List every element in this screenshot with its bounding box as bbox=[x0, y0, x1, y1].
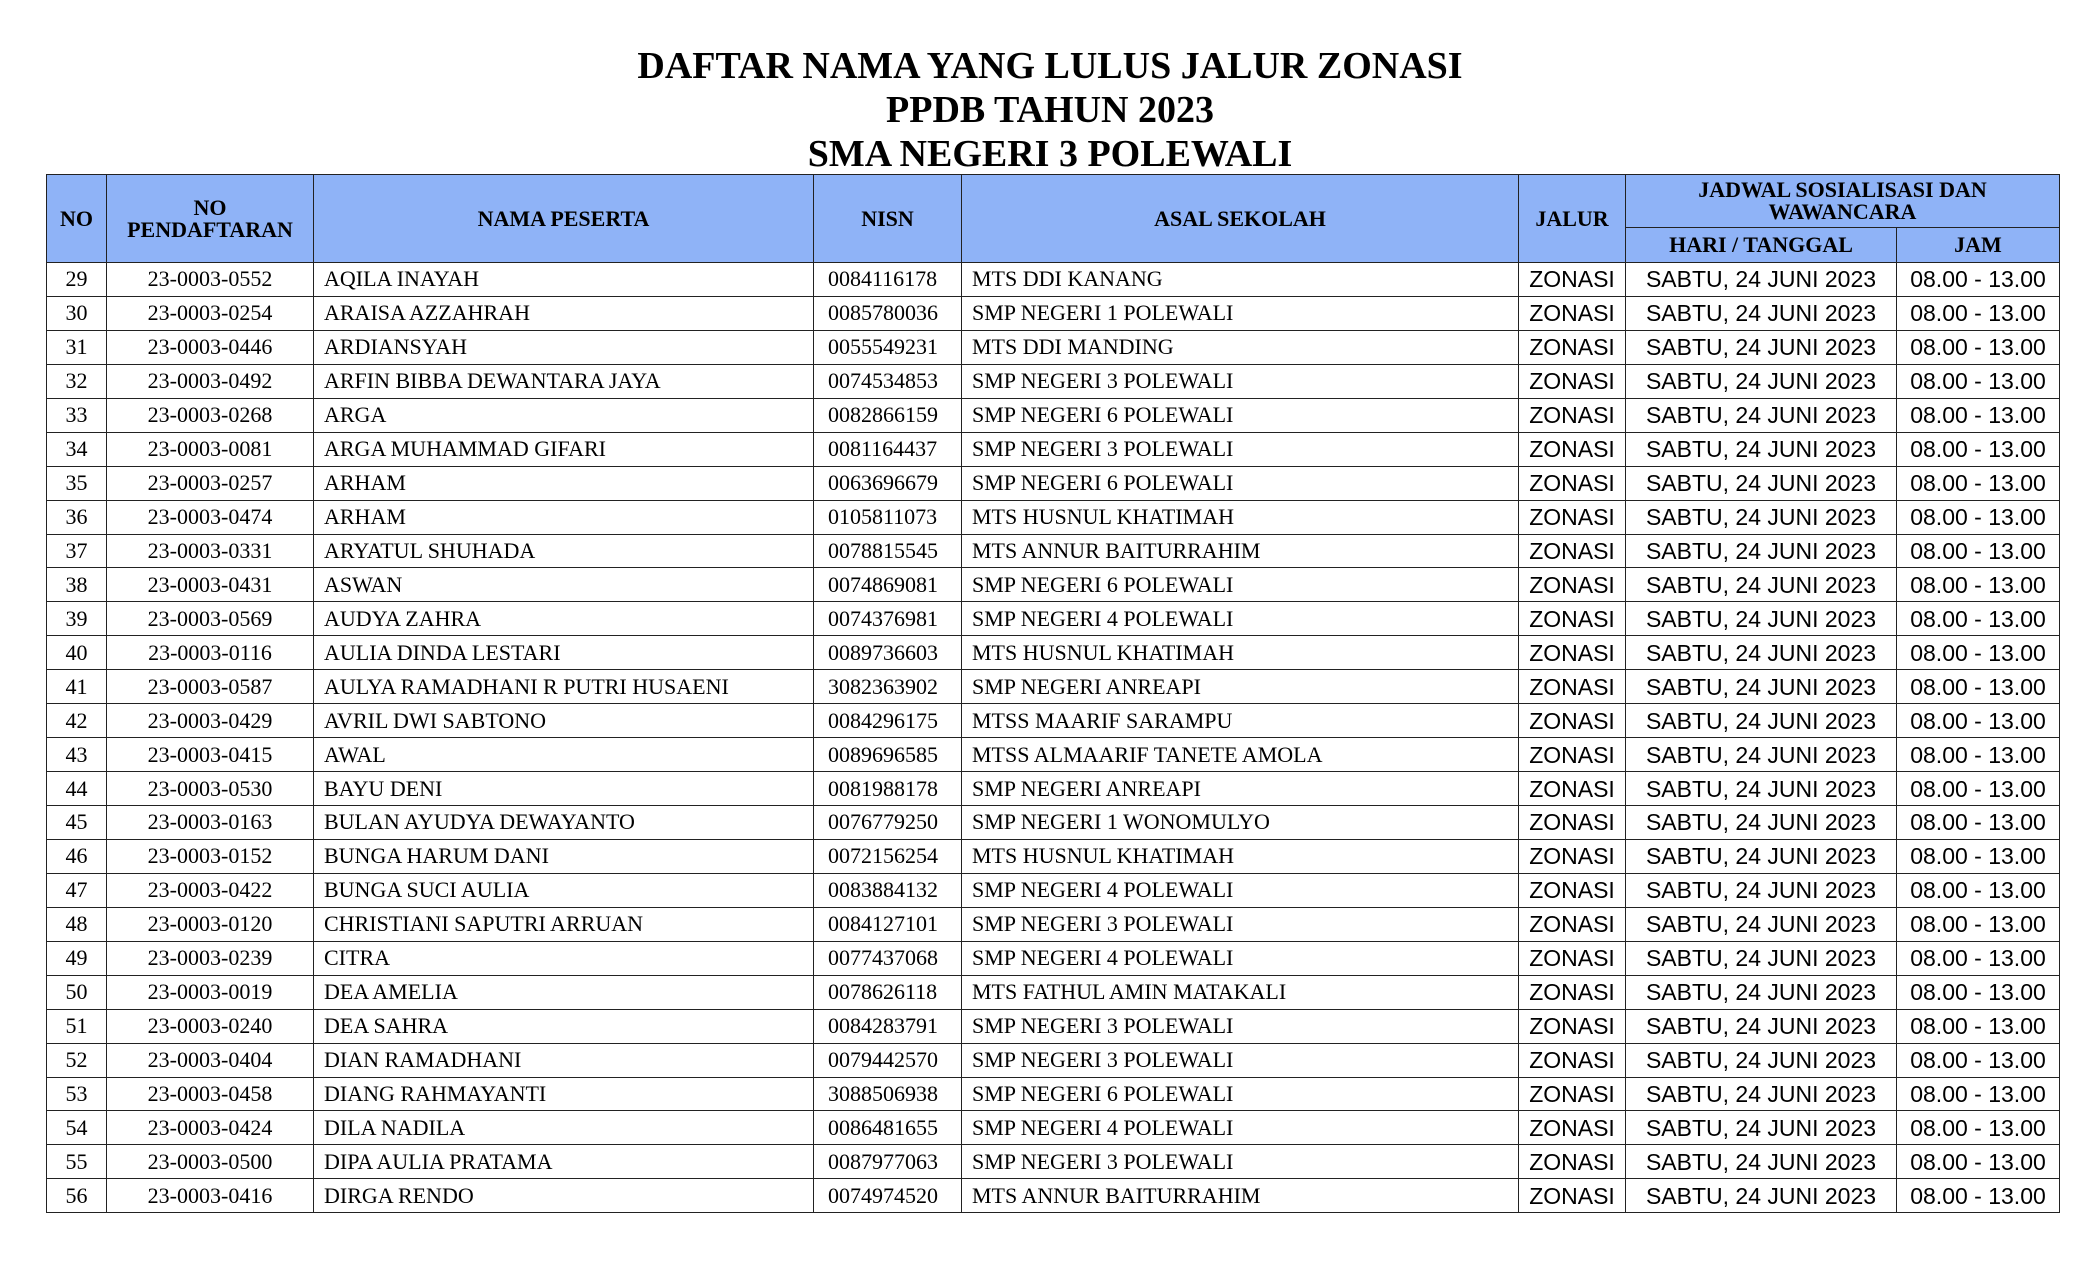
cell-registration-number: 23-0003-0331 bbox=[107, 534, 314, 568]
header-registration-line-1: NO bbox=[193, 194, 227, 220]
cell-jalur: ZONASI bbox=[1519, 941, 1626, 975]
cell-nisn: 0074869081 bbox=[814, 568, 962, 602]
cell-registration-number: 23-0003-0152 bbox=[107, 839, 314, 873]
table-row bbox=[47, 296, 2060, 330]
cell-participant-name: DIAN RAMADHANI bbox=[314, 1043, 814, 1077]
cell-origin-school: SMP NEGERI 3 POLEWALI bbox=[962, 907, 1519, 941]
cell-origin-school: SMP NEGERI 1 POLEWALI bbox=[962, 296, 1519, 330]
header-no: NO bbox=[47, 175, 107, 263]
table-row bbox=[47, 1043, 2060, 1077]
table-row bbox=[47, 1077, 2060, 1111]
cell-registration-number: 23-0003-0458 bbox=[107, 1077, 314, 1111]
cell-time: 08.00 - 13.00 bbox=[1897, 738, 2060, 772]
cell-origin-school: MTSS MAARIF SARAMPU bbox=[962, 704, 1519, 738]
cell-participant-name: ARFIN BIBBA DEWANTARA JAYA bbox=[314, 364, 814, 398]
table-row bbox=[47, 330, 2060, 364]
title-line-2: PPDB TAHUN 2023 bbox=[886, 89, 1214, 131]
cell-origin-school: SMP NEGERI 6 POLEWALI bbox=[962, 466, 1519, 500]
cell-no: 33 bbox=[47, 398, 107, 432]
cell-jalur: ZONASI bbox=[1519, 772, 1626, 806]
cell-registration-number: 23-0003-0492 bbox=[107, 364, 314, 398]
cell-no: 36 bbox=[47, 500, 107, 534]
header-schedule: JADWAL SOSIALISASI DAN WAWANCARA bbox=[1626, 175, 2060, 228]
cell-day-date: SABTU, 24 JUNI 2023 bbox=[1626, 432, 1897, 466]
cell-nisn: 0089736603 bbox=[814, 636, 962, 670]
cell-registration-number: 23-0003-0474 bbox=[107, 500, 314, 534]
table-row bbox=[47, 1111, 2060, 1145]
cell-nisn: 0078815545 bbox=[814, 534, 962, 568]
cell-time: 08.00 - 13.00 bbox=[1897, 670, 2060, 704]
cell-registration-number: 23-0003-0116 bbox=[107, 636, 314, 670]
cell-day-date: SABTU, 24 JUNI 2023 bbox=[1626, 907, 1897, 941]
participants-table bbox=[46, 174, 2060, 1213]
cell-no: 37 bbox=[47, 534, 107, 568]
cell-registration-number: 23-0003-0552 bbox=[107, 263, 314, 297]
cell-registration-number: 23-0003-0239 bbox=[107, 941, 314, 975]
cell-registration-number: 23-0003-0569 bbox=[107, 602, 314, 636]
cell-registration-number: 23-0003-0587 bbox=[107, 670, 314, 704]
cell-time: 08.00 - 13.00 bbox=[1897, 704, 2060, 738]
header-registration-line-2: PENDAFTARAN bbox=[127, 216, 293, 242]
cell-day-date: SABTU, 24 JUNI 2023 bbox=[1626, 738, 1897, 772]
cell-jalur: ZONASI bbox=[1519, 296, 1626, 330]
cell-time: 08.00 - 13.00 bbox=[1897, 296, 2060, 330]
cell-no: 30 bbox=[47, 296, 107, 330]
cell-registration-number: 23-0003-0416 bbox=[107, 1179, 314, 1213]
table-row bbox=[47, 466, 2060, 500]
cell-time: 08.00 - 13.00 bbox=[1897, 466, 2060, 500]
cell-day-date: SABTU, 24 JUNI 2023 bbox=[1626, 1043, 1897, 1077]
cell-nisn: 0077437068 bbox=[814, 941, 962, 975]
cell-jalur: ZONASI bbox=[1519, 670, 1626, 704]
cell-nisn: 0074534853 bbox=[814, 364, 962, 398]
cell-registration-number: 23-0003-0163 bbox=[107, 806, 314, 840]
cell-nisn: 0084283791 bbox=[814, 1009, 962, 1043]
cell-day-date: SABTU, 24 JUNI 2023 bbox=[1626, 602, 1897, 636]
cell-registration-number: 23-0003-0446 bbox=[107, 330, 314, 364]
cell-jalur: ZONASI bbox=[1519, 873, 1626, 907]
cell-jalur: ZONASI bbox=[1519, 466, 1626, 500]
cell-registration-number: 23-0003-0404 bbox=[107, 1043, 314, 1077]
cell-participant-name: DILA NADILA bbox=[314, 1111, 814, 1145]
cell-origin-school: SMP NEGERI 6 POLEWALI bbox=[962, 398, 1519, 432]
cell-day-date: SABTU, 24 JUNI 2023 bbox=[1626, 1111, 1897, 1145]
cell-no: 39 bbox=[47, 602, 107, 636]
cell-participant-name: AVRIL DWI SABTONO bbox=[314, 704, 814, 738]
cell-registration-number: 23-0003-0429 bbox=[107, 704, 314, 738]
cell-participant-name: ARHAM bbox=[314, 466, 814, 500]
cell-day-date: SABTU, 24 JUNI 2023 bbox=[1626, 772, 1897, 806]
cell-time: 08.00 - 13.00 bbox=[1897, 330, 2060, 364]
cell-participant-name: ARYATUL SHUHADA bbox=[314, 534, 814, 568]
cell-origin-school: SMP NEGERI 6 POLEWALI bbox=[962, 1077, 1519, 1111]
cell-origin-school: MTS HUSNUL KHATIMAH bbox=[962, 500, 1519, 534]
header-participant-name: NAMA PESERTA bbox=[314, 175, 814, 263]
table-row bbox=[47, 636, 2060, 670]
cell-registration-number: 23-0003-0530 bbox=[107, 772, 314, 806]
cell-nisn: 0074974520 bbox=[814, 1179, 962, 1213]
cell-jalur: ZONASI bbox=[1519, 500, 1626, 534]
cell-participant-name: AULYA RAMADHANI R PUTRI HUSAENI bbox=[314, 670, 814, 704]
cell-registration-number: 23-0003-0500 bbox=[107, 1145, 314, 1179]
cell-time: 08.00 - 13.00 bbox=[1897, 873, 2060, 907]
cell-time: 08.00 - 13.00 bbox=[1897, 534, 2060, 568]
cell-origin-school: SMP NEGERI 3 POLEWALI bbox=[962, 364, 1519, 398]
cell-day-date: SABTU, 24 JUNI 2023 bbox=[1626, 670, 1897, 704]
cell-origin-school: SMP NEGERI 4 POLEWALI bbox=[962, 873, 1519, 907]
cell-registration-number: 23-0003-0431 bbox=[107, 568, 314, 602]
table-row bbox=[47, 941, 2060, 975]
table-row bbox=[47, 602, 2060, 636]
cell-time: 08.00 - 13.00 bbox=[1897, 1077, 2060, 1111]
cell-participant-name: ARGA bbox=[314, 398, 814, 432]
cell-no: 47 bbox=[47, 873, 107, 907]
document-title bbox=[0, 44, 2100, 176]
cell-no: 31 bbox=[47, 330, 107, 364]
table-row bbox=[47, 568, 2060, 602]
cell-participant-name: CHRISTIANI SAPUTRI ARRUAN bbox=[314, 907, 814, 941]
cell-no: 56 bbox=[47, 1179, 107, 1213]
table-row bbox=[47, 263, 2060, 297]
table-row bbox=[47, 534, 2060, 568]
cell-jalur: ZONASI bbox=[1519, 636, 1626, 670]
cell-day-date: SABTU, 24 JUNI 2023 bbox=[1626, 1009, 1897, 1043]
table-row bbox=[47, 806, 2060, 840]
table-row bbox=[47, 500, 2060, 534]
cell-registration-number: 23-0003-0415 bbox=[107, 738, 314, 772]
header-nisn: NISN bbox=[814, 175, 962, 263]
cell-no: 29 bbox=[47, 263, 107, 297]
cell-no: 34 bbox=[47, 432, 107, 466]
cell-jalur: ZONASI bbox=[1519, 263, 1626, 297]
cell-no: 41 bbox=[47, 670, 107, 704]
cell-participant-name: ARAISA AZZAHRAH bbox=[314, 296, 814, 330]
table-row bbox=[47, 670, 2060, 704]
cell-jalur: ZONASI bbox=[1519, 568, 1626, 602]
cell-time: 08.00 - 13.00 bbox=[1897, 636, 2060, 670]
cell-nisn: 0072156254 bbox=[814, 839, 962, 873]
cell-participant-name: DEA AMELIA bbox=[314, 975, 814, 1009]
cell-no: 50 bbox=[47, 975, 107, 1009]
cell-no: 49 bbox=[47, 941, 107, 975]
cell-jalur: ZONASI bbox=[1519, 330, 1626, 364]
cell-origin-school: SMP NEGERI 3 POLEWALI bbox=[962, 1009, 1519, 1043]
cell-registration-number: 23-0003-0081 bbox=[107, 432, 314, 466]
cell-nisn: 0078626118 bbox=[814, 975, 962, 1009]
cell-time: 08.00 - 13.00 bbox=[1897, 432, 2060, 466]
cell-day-date: SABTU, 24 JUNI 2023 bbox=[1626, 704, 1897, 738]
cell-day-date: SABTU, 24 JUNI 2023 bbox=[1626, 975, 1897, 1009]
table-row bbox=[47, 704, 2060, 738]
cell-no: 35 bbox=[47, 466, 107, 500]
cell-participant-name: BULAN AYUDYA DEWAYANTO bbox=[314, 806, 814, 840]
cell-day-date: SABTU, 24 JUNI 2023 bbox=[1626, 568, 1897, 602]
cell-origin-school: SMP NEGERI 3 POLEWALI bbox=[962, 1043, 1519, 1077]
header-origin-school: ASAL SEKOLAH bbox=[962, 175, 1519, 263]
table-row bbox=[47, 772, 2060, 806]
title-line-3: SMA NEGERI 3 POLEWALI bbox=[807, 133, 1293, 175]
cell-nisn: 0084296175 bbox=[814, 704, 962, 738]
cell-day-date: SABTU, 24 JUNI 2023 bbox=[1626, 500, 1897, 534]
cell-participant-name: BUNGA SUCI AULIA bbox=[314, 873, 814, 907]
cell-participant-name: DIPA AULIA PRATAMA bbox=[314, 1145, 814, 1179]
cell-jalur: ZONASI bbox=[1519, 1009, 1626, 1043]
cell-origin-school: MTS DDI KANANG bbox=[962, 263, 1519, 297]
cell-no: 32 bbox=[47, 364, 107, 398]
cell-origin-school: MTS HUSNUL KHATIMAH bbox=[962, 636, 1519, 670]
cell-origin-school: SMP NEGERI 4 POLEWALI bbox=[962, 602, 1519, 636]
cell-no: 46 bbox=[47, 839, 107, 873]
cell-nisn: 0105811073 bbox=[814, 500, 962, 534]
cell-participant-name: ASWAN bbox=[314, 568, 814, 602]
cell-no: 52 bbox=[47, 1043, 107, 1077]
cell-time: 08.00 - 13.00 bbox=[1897, 907, 2060, 941]
cell-registration-number: 23-0003-0257 bbox=[107, 466, 314, 500]
cell-no: 43 bbox=[47, 738, 107, 772]
cell-jalur: ZONASI bbox=[1519, 364, 1626, 398]
cell-jalur: ZONASI bbox=[1519, 907, 1626, 941]
cell-time: 08.00 - 13.00 bbox=[1897, 364, 2060, 398]
cell-day-date: SABTU, 24 JUNI 2023 bbox=[1626, 534, 1897, 568]
cell-day-date: SABTU, 24 JUNI 2023 bbox=[1626, 806, 1897, 840]
table-row bbox=[47, 839, 2060, 873]
table-row bbox=[47, 907, 2060, 941]
cell-jalur: ZONASI bbox=[1519, 1145, 1626, 1179]
cell-no: 45 bbox=[47, 806, 107, 840]
cell-time: 08.00 - 13.00 bbox=[1897, 1043, 2060, 1077]
cell-day-date: SABTU, 24 JUNI 2023 bbox=[1626, 1145, 1897, 1179]
cell-registration-number: 23-0003-0254 bbox=[107, 296, 314, 330]
cell-nisn: 0089696585 bbox=[814, 738, 962, 772]
cell-nisn: 0074376981 bbox=[814, 602, 962, 636]
cell-origin-school: SMP NEGERI 4 POLEWALI bbox=[962, 1111, 1519, 1145]
header-day-date: HARI / TANGGAL bbox=[1626, 228, 1897, 263]
cell-jalur: ZONASI bbox=[1519, 1179, 1626, 1213]
cell-time: 08.00 - 13.00 bbox=[1897, 1009, 2060, 1043]
cell-jalur: ZONASI bbox=[1519, 1043, 1626, 1077]
table-row bbox=[47, 975, 2060, 1009]
cell-nisn: 0082866159 bbox=[814, 398, 962, 432]
cell-registration-number: 23-0003-0268 bbox=[107, 398, 314, 432]
table-row bbox=[47, 1145, 2060, 1179]
cell-day-date: SABTU, 24 JUNI 2023 bbox=[1626, 263, 1897, 297]
cell-day-date: SABTU, 24 JUNI 2023 bbox=[1626, 398, 1897, 432]
cell-no: 40 bbox=[47, 636, 107, 670]
cell-nisn: 0084116178 bbox=[814, 263, 962, 297]
cell-jalur: ZONASI bbox=[1519, 806, 1626, 840]
cell-nisn: 0055549231 bbox=[814, 330, 962, 364]
cell-nisn: 0084127101 bbox=[814, 907, 962, 941]
cell-jalur: ZONASI bbox=[1519, 704, 1626, 738]
cell-origin-school: MTS ANNUR BAITURRAHIM bbox=[962, 1179, 1519, 1213]
cell-origin-school: MTS ANNUR BAITURRAHIM bbox=[962, 534, 1519, 568]
cell-no: 55 bbox=[47, 1145, 107, 1179]
cell-participant-name: AQILA INAYAH bbox=[314, 263, 814, 297]
cell-participant-name: CITRA bbox=[314, 941, 814, 975]
cell-day-date: SABTU, 24 JUNI 2023 bbox=[1626, 839, 1897, 873]
cell-time: 08.00 - 13.00 bbox=[1897, 975, 2060, 1009]
cell-registration-number: 23-0003-0240 bbox=[107, 1009, 314, 1043]
cell-participant-name: AULIA DINDA LESTARI bbox=[314, 636, 814, 670]
cell-jalur: ZONASI bbox=[1519, 738, 1626, 772]
table-row bbox=[47, 738, 2060, 772]
cell-nisn: 0081988178 bbox=[814, 772, 962, 806]
cell-origin-school: MTSS ALMAARIF TANETE AMOLA bbox=[962, 738, 1519, 772]
cell-participant-name: BAYU DENI bbox=[314, 772, 814, 806]
cell-registration-number: 23-0003-0019 bbox=[107, 975, 314, 1009]
cell-participant-name: DIRGA RENDO bbox=[314, 1179, 814, 1213]
cell-day-date: SABTU, 24 JUNI 2023 bbox=[1626, 941, 1897, 975]
cell-day-date: SABTU, 24 JUNI 2023 bbox=[1626, 296, 1897, 330]
table-row bbox=[47, 398, 2060, 432]
header-jalur: JALUR bbox=[1519, 175, 1626, 263]
cell-time: 08.00 - 13.00 bbox=[1897, 263, 2060, 297]
cell-participant-name: ARHAM bbox=[314, 500, 814, 534]
table-body bbox=[47, 263, 2060, 1213]
cell-day-date: SABTU, 24 JUNI 2023 bbox=[1626, 364, 1897, 398]
cell-jalur: ZONASI bbox=[1519, 432, 1626, 466]
cell-participant-name: ARDIANSYAH bbox=[314, 330, 814, 364]
cell-origin-school: SMP NEGERI 6 POLEWALI bbox=[962, 568, 1519, 602]
cell-jalur: ZONASI bbox=[1519, 1077, 1626, 1111]
cell-day-date: SABTU, 24 JUNI 2023 bbox=[1626, 466, 1897, 500]
table-header bbox=[47, 175, 2060, 263]
cell-nisn: 0081164437 bbox=[814, 432, 962, 466]
cell-nisn: 0063696679 bbox=[814, 466, 962, 500]
table-row bbox=[47, 1009, 2060, 1043]
cell-no: 51 bbox=[47, 1009, 107, 1043]
cell-day-date: SABTU, 24 JUNI 2023 bbox=[1626, 1179, 1897, 1213]
title-line-1: DAFTAR NAMA YANG LULUS JALUR ZONASI bbox=[637, 45, 1463, 87]
cell-nisn: 0087977063 bbox=[814, 1145, 962, 1179]
cell-origin-school: SMP NEGERI ANREAPI bbox=[962, 670, 1519, 704]
cell-registration-number: 23-0003-0422 bbox=[107, 873, 314, 907]
cell-no: 44 bbox=[47, 772, 107, 806]
cell-origin-school: SMP NEGERI ANREAPI bbox=[962, 772, 1519, 806]
cell-time: 08.00 - 13.00 bbox=[1897, 398, 2060, 432]
cell-participant-name: ARGA MUHAMMAD GIFARI bbox=[314, 432, 814, 466]
cell-participant-name: DIANG RAHMAYANTI bbox=[314, 1077, 814, 1111]
table-row bbox=[47, 364, 2060, 398]
cell-nisn: 3088506938 bbox=[814, 1077, 962, 1111]
cell-no: 53 bbox=[47, 1077, 107, 1111]
table-row bbox=[47, 1179, 2060, 1213]
cell-jalur: ZONASI bbox=[1519, 1111, 1626, 1145]
cell-nisn: 3082363902 bbox=[814, 670, 962, 704]
cell-nisn: 0076779250 bbox=[814, 806, 962, 840]
cell-no: 54 bbox=[47, 1111, 107, 1145]
cell-day-date: SABTU, 24 JUNI 2023 bbox=[1626, 330, 1897, 364]
cell-origin-school: SMP NEGERI 3 POLEWALI bbox=[962, 1145, 1519, 1179]
cell-day-date: SABTU, 24 JUNI 2023 bbox=[1626, 1077, 1897, 1111]
cell-jalur: ZONASI bbox=[1519, 602, 1626, 636]
cell-no: 48 bbox=[47, 907, 107, 941]
cell-participant-name: AWAL bbox=[314, 738, 814, 772]
cell-registration-number: 23-0003-0120 bbox=[107, 907, 314, 941]
header-registration-number bbox=[107, 175, 314, 263]
cell-time: 08.00 - 13.00 bbox=[1897, 806, 2060, 840]
cell-time: 08.00 - 13.00 bbox=[1897, 568, 2060, 602]
cell-jalur: ZONASI bbox=[1519, 975, 1626, 1009]
cell-time: 08.00 - 13.00 bbox=[1897, 500, 2060, 534]
cell-origin-school: SMP NEGERI 1 WONOMULYO bbox=[962, 806, 1519, 840]
cell-origin-school: MTS DDI MANDING bbox=[962, 330, 1519, 364]
cell-no: 38 bbox=[47, 568, 107, 602]
cell-nisn: 0086481655 bbox=[814, 1111, 962, 1145]
cell-nisn: 0079442570 bbox=[814, 1043, 962, 1077]
cell-time: 08.00 - 13.00 bbox=[1897, 772, 2060, 806]
cell-time: 08.00 - 13.00 bbox=[1897, 1145, 2060, 1179]
cell-day-date: SABTU, 24 JUNI 2023 bbox=[1626, 873, 1897, 907]
table-row bbox=[47, 873, 2060, 907]
cell-participant-name: AUDYA ZAHRA bbox=[314, 602, 814, 636]
cell-participant-name: BUNGA HARUM DANI bbox=[314, 839, 814, 873]
cell-origin-school: SMP NEGERI 4 POLEWALI bbox=[962, 941, 1519, 975]
cell-day-date: SABTU, 24 JUNI 2023 bbox=[1626, 636, 1897, 670]
cell-jalur: ZONASI bbox=[1519, 398, 1626, 432]
cell-jalur: ZONASI bbox=[1519, 839, 1626, 873]
cell-origin-school: SMP NEGERI 3 POLEWALI bbox=[962, 432, 1519, 466]
cell-registration-number: 23-0003-0424 bbox=[107, 1111, 314, 1145]
table-row bbox=[47, 432, 2060, 466]
cell-time: 08.00 - 13.00 bbox=[1897, 839, 2060, 873]
cell-origin-school: MTS HUSNUL KHATIMAH bbox=[962, 839, 1519, 873]
cell-jalur: ZONASI bbox=[1519, 534, 1626, 568]
cell-participant-name: DEA SAHRA bbox=[314, 1009, 814, 1043]
cell-nisn: 0085780036 bbox=[814, 296, 962, 330]
cell-origin-school: MTS FATHUL AMIN MATAKALI bbox=[962, 975, 1519, 1009]
header-time: JAM bbox=[1897, 228, 2060, 263]
cell-time: 08.00 - 13.00 bbox=[1897, 1111, 2060, 1145]
cell-time: 08.00 - 13.00 bbox=[1897, 602, 2060, 636]
cell-nisn: 0083884132 bbox=[814, 873, 962, 907]
cell-time: 08.00 - 13.00 bbox=[1897, 941, 2060, 975]
cell-time: 08.00 - 13.00 bbox=[1897, 1179, 2060, 1213]
cell-no: 42 bbox=[47, 704, 107, 738]
